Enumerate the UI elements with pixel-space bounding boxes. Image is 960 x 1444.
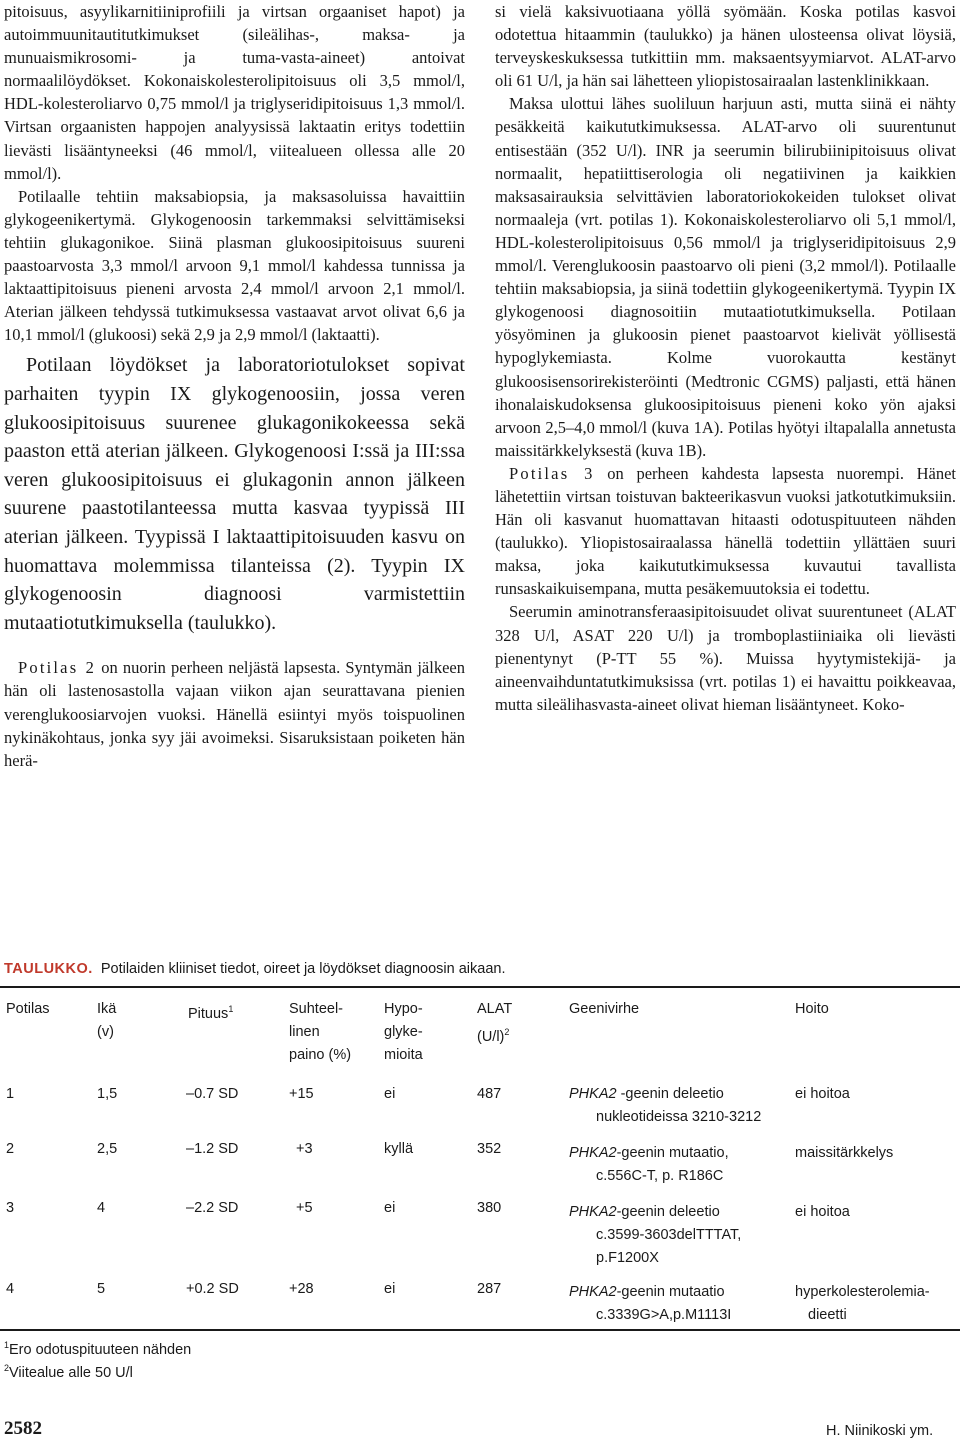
body-paragraph: pitoisuus, asyylikarnitiiniprofiili ja virtsan orgaaniset hapot) ja autoimmuunitautitutkimukset (sileälihas-, maksa- ja munuaismikrosomi- ja tuma-vasta-aineet) antoivat normaalilöydökset. Kokonaiskolesterolipitoisuus oli 3,5 mmol/l, HDL-kolesteroliarvo 0,75 mmol/l ja triglyseridipitoisuus 1,3 mmol/l. Virtsan orgaanisten happojen analyysissä laktaatin eritys todettiin lievästi lisääntyneeksi (46 mmol/l, viitealueen ollessa alle 20 mmol/l).	[4, 2, 465, 183]
lead-paragraph: Potilaan löydökset ja laboratoriotulokset sopivat parhaiten tyypin IX glykogenoosiin, jossa veren glukoosipitoisuus suurenee glukagonikokeessa sekä paaston että aterian jälkeen. Glykogenoosi I:ssä ja III:ssa veren glukoosipitoisuus ei glukagonin annon jälkeen suurene paastotilanteessa mutta kasvaa tyypissä III aterian jälkeen. Tyypissä I laktaattipitoisuuden kasvu on huomattava molemmissa tilanteissa (2). Tyypin IX glykogenoosin diagnoosi varmistettiin mutaatiotutkimuksella (taulukko).	[4, 354, 465, 634]
cell-potilas: 4	[6, 1281, 15, 1297]
table-label: TAULUKKO.	[4, 961, 93, 977]
cell-ika: 5	[97, 1281, 106, 1297]
cell-hypo: kyllä	[384, 1141, 414, 1157]
cell-pituus: +0.2 SD	[186, 1281, 239, 1297]
cell-ika: 4	[97, 1200, 106, 1216]
table-caption	[4, 961, 954, 977]
table-top-rule	[0, 986, 960, 988]
cell-hoito: ei hoitoa	[795, 1086, 850, 1102]
cell-geenivirhe: PHKA2 -geenin deleetio nukleotideissa 3210-3212	[569, 1086, 762, 1125]
header-hypoglykemioita: Hypo- glyke- mioita	[384, 1001, 423, 1063]
header-ika: Ikä (v)	[97, 1001, 117, 1040]
cell-alat: 380	[477, 1200, 502, 1216]
page-authors: H. Niinikoski ym.	[826, 1423, 934, 1439]
left-column	[4, 0, 465, 772]
cell-potilas: 3	[6, 1200, 15, 1216]
patient-text: on nuorin perheen neljästä lapsesta. Syntymän jälkeen hän oli lastenosastolla vajaan viikon ajan seurattavana pienien verenglukoosiarvojen vuoksi. Hänellä esiintyi myös toispuolinen nykinäkohtaus, jonka syy jäi avoimeksi. Sisaruksistaan poiketen hän herä-	[4, 658, 465, 770]
cell-hypo: ei	[384, 1086, 396, 1102]
cell-paino: +28	[289, 1281, 314, 1297]
cell-paino: +5	[296, 1200, 313, 1216]
page-number: 2582	[4, 1418, 42, 1439]
header-potilas: Potilas	[6, 1001, 50, 1017]
cell-alat: 487	[477, 1086, 502, 1102]
body-paragraph: Maksa ulottui lähes suoliluun harjuun asti, mutta siinä ei nähty pesäkkeitä kaikututkimuksessa. ALAT-arvo oli suurentunut entisestään (352 U/l). INR ja seerumin bilirubiinipitoisuus olivat normaalit, hepatiittiserologia oli negatiivinen ja kaikkien maksasairauksia selvittävien laboratoriokokeiden tulokset olivat normaaleja (vrt. potilas 1). Kokonaiskolesteroliarvo oli 5,1 mmol/l, HDL-kolesterolipitoisuus 0,56 mmol/l ja triglyseridipitoisuus 2,9 mmol/l. Verenglukoosin paastoarvo oli pieni (3,2 mmol/l). Potilaalle tehtiin maksabiopsia, ja siinä todettiin glykogeenikertymä. Tyypin IX glykogenoosi diagnosoitiin mutaatiotutkimuksella. Potilaan yösyöminen ja glukoosin pienet paastoarvot kielivät yöllisestä hypoglykemiasta. Kolme vuorokautta kestänyt glukoosisensorirekisteröinti (Medtronic CGMS) paljasti, että hänen ihonalaiskudoksensa glukoosipitoisuus pieneni koko yön ajaksi arvoon 2,5–4,0 mmol/l (kuva 1A). Potilas hyötyi iltapalalla annetusta maissitärkkelyksestä (kuva 1B).	[495, 94, 956, 460]
header-alat: ALAT $(U/l)^2$	[477, 1001, 513, 1045]
header-suhteellinen-paino: Suhteel- linen paino (%)	[289, 1001, 352, 1063]
cell-hoito: ei hoitoa	[795, 1204, 850, 1220]
cell-geenivirhe: PHKA2-geenin mutaatio c.3339G>A,p.M1113I	[569, 1284, 732, 1323]
cell-paino: +15	[289, 1086, 314, 1102]
cell-paino: +3	[296, 1141, 313, 1157]
cell-alat: 287	[477, 1281, 502, 1297]
cell-hoito: maissitärkkelys	[795, 1145, 894, 1161]
cell-hoito: hyperkolesterolemia- dieetti	[795, 1284, 930, 1323]
patient-paragraph	[495, 462, 956, 601]
body-paragraph: Potilaalle tehtiin maksabiopsia, ja maksasoluissa havaittiin glykogeenikertymä. Glykogenoosin tarkemmaksi selvittämiseksi tehtiin glukagonikoe. Siinä plasman glukoosipitoisuus suureni paastoarvosta 3,3 mmol/l arvoon 9,1 mmol/l kahdessa tunnissa ja laktaattipitoisuus pieneni arvosta 2,4 mmol/l arvoon 2,1 mmol/l. Aterian jälkeen tehdyssä tutkimuksessa vastaavat arvot olivat 6,6 ja 10,1 mmol/l (glukoosi) sekä 2,9 ja 2,9 mmol/l (laktaatti).	[4, 186, 465, 345]
header-pituus: Pituus$^1$	[188, 1004, 234, 1022]
footnote-2: $^2$Viitealue alle 50 U/l	[4, 1363, 133, 1381]
cell-pituus: –2.2 SD	[186, 1200, 239, 1216]
table-bottom-rule	[0, 1329, 960, 1331]
cell-geenivirhe: PHKA2-geenin mutaatio, c.556C-T, p. R186C	[569, 1145, 729, 1184]
header-hoito: Hoito	[795, 1001, 829, 1017]
patient-label: Potilas 3	[509, 463, 595, 483]
table-caption-text: Potilaiden kliiniset tiedot, oireet ja löydökset diagnoosin aikaan.	[100, 961, 506, 977]
patient-paragraph	[4, 656, 465, 771]
cell-geenivirhe: PHKA2-geenin deleetio c.3599-3603delTTTAT, p.F1200X	[569, 1204, 742, 1266]
cell-hypo: ei	[384, 1200, 396, 1216]
patient-text: on perheen kahdesta lapsesta nuorempi. Hänet lähetettiin virtsan toistuvan bakteerikasvun vuoksi jatkotutkimuksiin. Hän oli kasvanut huomattavan hitaasti odotuspituuteen nähden (taulukko). Yliopistosairaalassa hänellä todettiin yllättäen suuri maksa, joka kaikututkimuksessa kuvautui tavallista runsaskaikuisempana, mutta pesäkemuutoksia ei todettu.	[495, 463, 956, 599]
right-column	[495, 0, 956, 716]
body-paragraph: Seerumin aminotransferaasipitoisuudet olivat suurentuneet (ALAT 328 U/l, ASAT 220 U/l) ja tromboplastiiniaika oli lievästi pienentynyt (P-TT 55 %). Muissa hyytymistekijä- ja aineenvaihduntatutkimuksissa (vrt. potilas 1) ei havaittu poikkeavaa, mutta sileälihasvasta-aineet olivat hieman lisääntyneet. Koko-	[495, 602, 956, 714]
header-geenivirhe: Geenivirhe	[569, 1001, 640, 1017]
cell-pituus: –1.2 SD	[186, 1141, 239, 1157]
patient-label: Potilas 2	[18, 658, 97, 678]
cell-ika: 1,5	[97, 1086, 118, 1102]
footnote-1: $^1$Ero odotuspituuteen nähden	[4, 1340, 192, 1358]
cell-ika: 2,5	[97, 1141, 118, 1157]
cell-hypo: ei	[384, 1281, 396, 1297]
cell-potilas: 1	[6, 1086, 15, 1102]
cell-alat: 352	[477, 1141, 502, 1157]
cell-pituus: –0.7 SD	[186, 1086, 239, 1102]
cell-potilas: 2	[6, 1141, 15, 1157]
body-paragraph: si vielä kaksivuotiaana yöllä syömään. Koska potilas kasvoi odotettua hitaammin (taulukko) ja hänen ulosteensa olivat löysiä, terveyskeskuksessa tutkittiin mm. maksaentsyymiarvot. ALAT-arvo oli 61 U/l, ja hän sai lähetteen yliopistosairaalan lastenklinikkaan.	[495, 2, 956, 91]
